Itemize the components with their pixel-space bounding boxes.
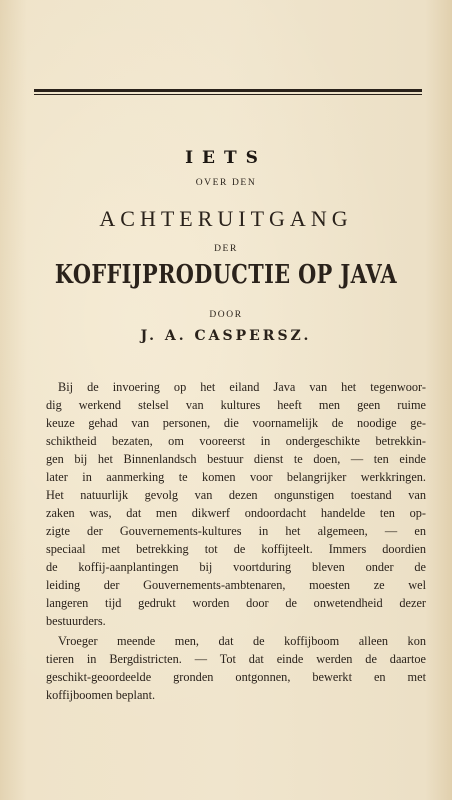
author-name: J. A. CASPERSZ. [140,328,312,344]
text-line: gen bij het Binnenlandsch bestuur dienst te doen, — ten einde [46,452,426,466]
subtitle-door: DOOR [209,310,243,320]
text-line: zigte der Gouvernements-kultures in het algemeen, — en [46,524,426,538]
top-rule-thick [34,89,422,92]
text-line: Bij de invoering op het eiland Java van het tegenwoor- [58,380,426,394]
text-line: de koffij-aanplantingen bij voortduring bleven onder de [46,560,426,574]
title-koffijproductie: KOFFIJPRODUCTIE OP JAVA [54,260,398,290]
text-line: dig werkend stelsel van kultures heeft men geen ruime [46,398,426,412]
paragraph-2 [34,632,426,704]
text-line: Het natuurlijk gevolg van dezen ongunstigen toestand van [46,488,426,502]
text-line: Vroeger meende men, dat de koffijboom alleen kon [58,634,426,648]
title-iets: IETS [185,148,267,168]
body-text [34,378,426,704]
text-line: later in aanmerking te komen voor belangrijker werkkringen. [46,470,426,484]
text-line: keuze gehad van personen, die voornamelijk de noodige ge- [46,416,426,430]
text-line: tieren in Bergdistricten. — Tot dat einde werden de daartoe [46,652,426,666]
subtitle-der: DER [214,244,238,254]
text-line: speciaal met betrekking tot de koffijteelt. Immers doordien [46,542,426,556]
text-line: schiktheid bezaten, om vooreerst in ondergeschikte betrekkin- [46,434,426,448]
text-line: bestuurders. [46,614,106,628]
text-line: zaken was, dat men dikwerf ondoordacht handelde ten op- [46,506,426,520]
text-line: geschikt-geoordeelde gronden ontgonnen, bewerkt en met [46,670,426,684]
title-achteruitgang: ACHTERUITGANG [99,206,353,231]
text-line: koffijboomen beplant. [46,688,156,702]
text-line: langeren tijd gedrukt worden door de onwetendheid dezer [46,596,426,610]
text-line: leiding der Gouvernements-ambtenaren, moesten ze wel [46,578,426,592]
paragraph-1 [34,378,426,630]
subtitle-over-den: OVER DEN [195,178,257,188]
top-rule-thin [34,94,422,95]
